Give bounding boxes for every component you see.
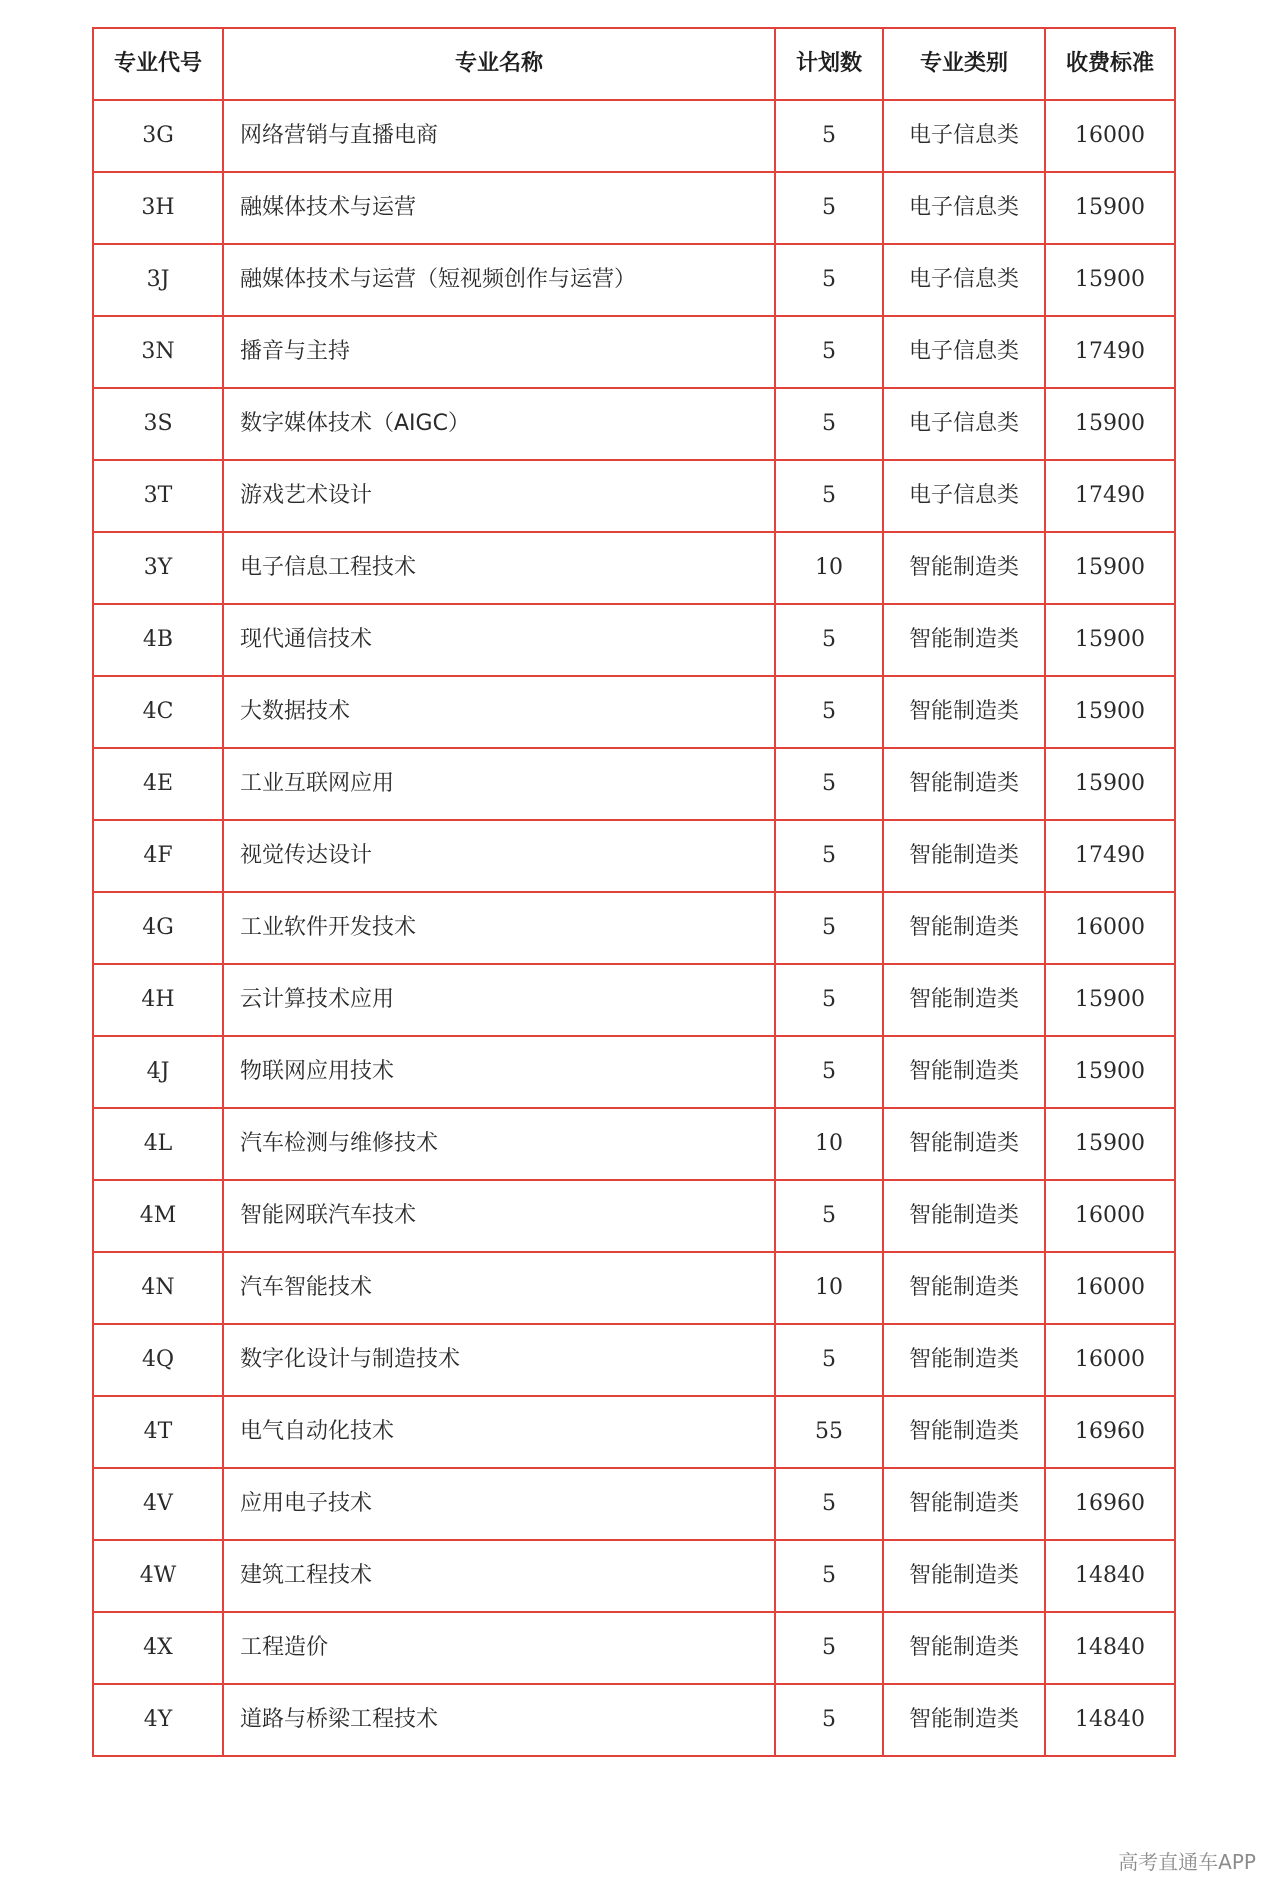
cell-name: 建筑工程技术	[223, 1540, 775, 1612]
cell-plan: 5	[775, 172, 883, 244]
cell-category: 电子信息类	[883, 460, 1045, 532]
cell-name: 工程造价	[223, 1612, 775, 1684]
major-table	[92, 27, 1176, 1757]
table-row	[93, 1612, 1175, 1684]
cell-code: 3G	[93, 100, 223, 172]
cell-fee: 15900	[1045, 172, 1175, 244]
cell-category: 智能制造类	[883, 1396, 1045, 1468]
cell-category: 智能制造类	[883, 1180, 1045, 1252]
cell-plan: 5	[775, 748, 883, 820]
cell-category: 智能制造类	[883, 1036, 1045, 1108]
cell-plan: 5	[775, 820, 883, 892]
table-row	[93, 388, 1175, 460]
cell-code: 4V	[93, 1468, 223, 1540]
cell-plan: 5	[775, 316, 883, 388]
cell-name: 视觉传达设计	[223, 820, 775, 892]
cell-name: 物联网应用技术	[223, 1036, 775, 1108]
cell-plan: 5	[775, 1180, 883, 1252]
cell-name: 应用电子技术	[223, 1468, 775, 1540]
cell-fee: 14840	[1045, 1684, 1175, 1756]
cell-fee: 15900	[1045, 244, 1175, 316]
cell-category: 智能制造类	[883, 748, 1045, 820]
cell-plan: 55	[775, 1396, 883, 1468]
cell-fee: 15900	[1045, 1036, 1175, 1108]
cell-name: 汽车智能技术	[223, 1252, 775, 1324]
table-row	[93, 100, 1175, 172]
cell-plan: 10	[775, 1252, 883, 1324]
cell-code: 4B	[93, 604, 223, 676]
cell-name: 数字化设计与制造技术	[223, 1324, 775, 1396]
table-row	[93, 1540, 1175, 1612]
table-row	[93, 172, 1175, 244]
cell-plan: 5	[775, 1540, 883, 1612]
cell-fee: 14840	[1045, 1540, 1175, 1612]
cell-fee: 17490	[1045, 820, 1175, 892]
cell-category: 智能制造类	[883, 964, 1045, 1036]
cell-category: 电子信息类	[883, 388, 1045, 460]
cell-name: 工业互联网应用	[223, 748, 775, 820]
cell-plan: 5	[775, 388, 883, 460]
cell-plan: 5	[775, 244, 883, 316]
cell-plan: 10	[775, 532, 883, 604]
cell-code: 3N	[93, 316, 223, 388]
cell-code: 4W	[93, 1540, 223, 1612]
cell-name: 智能网联汽车技术	[223, 1180, 775, 1252]
cell-plan: 5	[775, 1684, 883, 1756]
cell-fee: 15900	[1045, 388, 1175, 460]
cell-fee: 17490	[1045, 316, 1175, 388]
cell-category: 电子信息类	[883, 316, 1045, 388]
table-row	[93, 532, 1175, 604]
cell-code: 4G	[93, 892, 223, 964]
table-row	[93, 1252, 1175, 1324]
cell-name: 工业软件开发技术	[223, 892, 775, 964]
cell-category: 智能制造类	[883, 676, 1045, 748]
cell-code: 4Q	[93, 1324, 223, 1396]
table-row	[93, 316, 1175, 388]
cell-category: 智能制造类	[883, 1612, 1045, 1684]
cell-name: 电子信息工程技术	[223, 532, 775, 604]
cell-code: 4T	[93, 1396, 223, 1468]
table-row	[93, 244, 1175, 316]
cell-fee: 16960	[1045, 1468, 1175, 1540]
cell-code: 3Y	[93, 532, 223, 604]
watermark: 高考直通车APP	[1118, 1850, 1256, 1874]
cell-name: 汽车检测与维修技术	[223, 1108, 775, 1180]
cell-name: 云计算技术应用	[223, 964, 775, 1036]
header-code: 专业代号	[93, 28, 223, 100]
cell-plan: 5	[775, 964, 883, 1036]
cell-fee: 16000	[1045, 1324, 1175, 1396]
cell-plan: 5	[775, 100, 883, 172]
cell-plan: 5	[775, 1324, 883, 1396]
cell-name: 数字媒体技术（AIGC）	[223, 388, 775, 460]
header-category: 专业类别	[883, 28, 1045, 100]
cell-code: 4H	[93, 964, 223, 1036]
table-row	[93, 1684, 1175, 1756]
table-row	[93, 604, 1175, 676]
cell-name: 播音与主持	[223, 316, 775, 388]
table-row	[93, 1180, 1175, 1252]
cell-name: 游戏艺术设计	[223, 460, 775, 532]
header-name: 专业名称	[223, 28, 775, 100]
cell-category: 智能制造类	[883, 1108, 1045, 1180]
cell-code: 4N	[93, 1252, 223, 1324]
cell-category: 智能制造类	[883, 1324, 1045, 1396]
cell-plan: 10	[775, 1108, 883, 1180]
cell-code: 4L	[93, 1108, 223, 1180]
cell-category: 智能制造类	[883, 1252, 1045, 1324]
cell-category: 智能制造类	[883, 1540, 1045, 1612]
cell-plan: 5	[775, 1612, 883, 1684]
cell-fee: 15900	[1045, 748, 1175, 820]
cell-category: 智能制造类	[883, 1468, 1045, 1540]
table-row	[93, 1468, 1175, 1540]
cell-category: 电子信息类	[883, 244, 1045, 316]
cell-code: 4C	[93, 676, 223, 748]
cell-code: 3S	[93, 388, 223, 460]
cell-name: 电气自动化技术	[223, 1396, 775, 1468]
cell-plan: 5	[775, 460, 883, 532]
cell-code: 4Y	[93, 1684, 223, 1756]
table-row	[93, 460, 1175, 532]
cell-fee: 16960	[1045, 1396, 1175, 1468]
table-row	[93, 1324, 1175, 1396]
cell-name: 现代通信技术	[223, 604, 775, 676]
cell-name: 网络营销与直播电商	[223, 100, 775, 172]
cell-name: 融媒体技术与运营	[223, 172, 775, 244]
cell-fee: 16000	[1045, 1252, 1175, 1324]
cell-category: 电子信息类	[883, 100, 1045, 172]
table-row	[93, 964, 1175, 1036]
cell-code: 3T	[93, 460, 223, 532]
table-row	[93, 892, 1175, 964]
cell-fee: 16000	[1045, 892, 1175, 964]
cell-fee: 16000	[1045, 1180, 1175, 1252]
cell-code: 4X	[93, 1612, 223, 1684]
cell-category: 智能制造类	[883, 532, 1045, 604]
cell-code: 3H	[93, 172, 223, 244]
cell-category: 电子信息类	[883, 172, 1045, 244]
cell-plan: 5	[775, 1468, 883, 1540]
header-row	[93, 28, 1175, 100]
table-row	[93, 1036, 1175, 1108]
table-body	[93, 100, 1175, 1756]
table-row	[93, 748, 1175, 820]
cell-category: 智能制造类	[883, 892, 1045, 964]
cell-fee: 14840	[1045, 1612, 1175, 1684]
cell-fee: 15900	[1045, 676, 1175, 748]
cell-plan: 5	[775, 676, 883, 748]
table-row	[93, 676, 1175, 748]
cell-name: 大数据技术	[223, 676, 775, 748]
cell-code: 4F	[93, 820, 223, 892]
cell-fee: 16000	[1045, 100, 1175, 172]
cell-plan: 5	[775, 1036, 883, 1108]
cell-category: 智能制造类	[883, 1684, 1045, 1756]
table-row	[93, 1396, 1175, 1468]
cell-plan: 5	[775, 892, 883, 964]
cell-fee: 15900	[1045, 1108, 1175, 1180]
cell-category: 智能制造类	[883, 820, 1045, 892]
cell-code: 3J	[93, 244, 223, 316]
header-plan: 计划数	[775, 28, 883, 100]
cell-plan: 5	[775, 604, 883, 676]
table-header	[93, 28, 1175, 100]
table-row	[93, 820, 1175, 892]
cell-name: 道路与桥梁工程技术	[223, 1684, 775, 1756]
cell-name: 融媒体技术与运营（短视频创作与运营）	[223, 244, 775, 316]
cell-fee: 15900	[1045, 964, 1175, 1036]
header-fee: 收费标准	[1045, 28, 1175, 100]
table-row	[93, 1108, 1175, 1180]
cell-code: 4E	[93, 748, 223, 820]
cell-category: 智能制造类	[883, 604, 1045, 676]
cell-code: 4M	[93, 1180, 223, 1252]
cell-fee: 15900	[1045, 604, 1175, 676]
cell-fee: 15900	[1045, 532, 1175, 604]
cell-fee: 17490	[1045, 460, 1175, 532]
cell-code: 4J	[93, 1036, 223, 1108]
